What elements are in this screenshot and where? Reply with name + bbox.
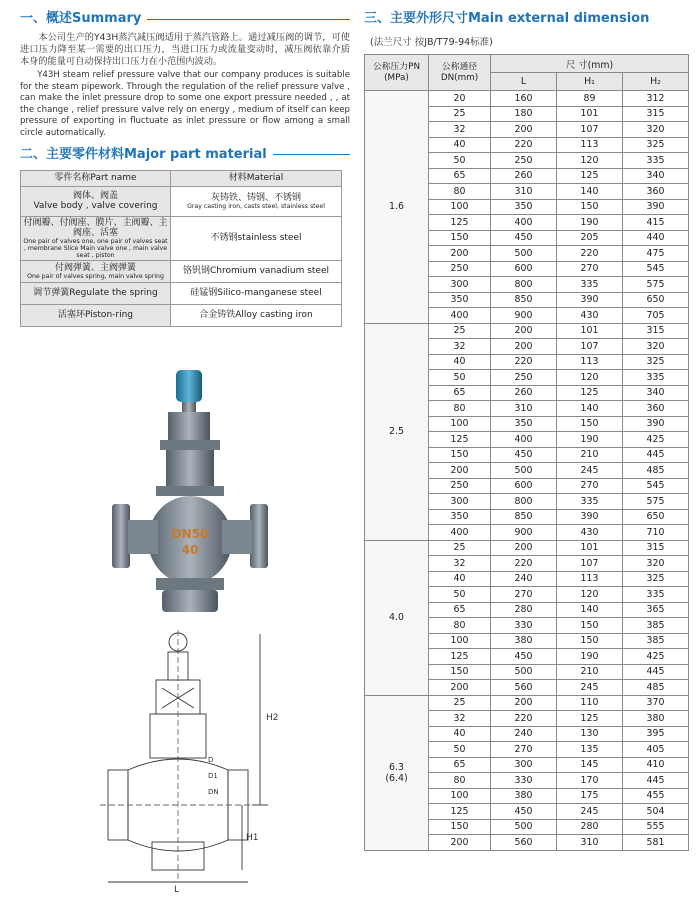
drawing-label-h1: H1 — [246, 833, 259, 843]
h2-cell: 575 — [623, 494, 689, 510]
material-cell: 硅锰钢Silico-manganese steel — [171, 282, 342, 304]
h1-cell: 310 — [557, 835, 623, 851]
l-cell: 600 — [491, 478, 557, 494]
h1-cell: 110 — [557, 695, 623, 711]
l-cell: 200 — [491, 122, 557, 138]
l-cell: 800 — [491, 277, 557, 293]
materials-header-material: 材料Material — [171, 170, 342, 186]
h2-cell: 504 — [623, 804, 689, 820]
dn-cell: 350 — [429, 509, 491, 525]
dn-cell: 125 — [429, 215, 491, 231]
l-cell: 900 — [491, 308, 557, 324]
l-cell: 350 — [491, 416, 557, 432]
l-cell: 200 — [491, 323, 557, 339]
h1-cell: 190 — [557, 215, 623, 231]
h2-cell: 445 — [623, 773, 689, 789]
dn-cell: 125 — [429, 804, 491, 820]
h1-cell: 113 — [557, 354, 623, 370]
h2-cell: 445 — [623, 664, 689, 680]
h1-cell: 89 — [557, 91, 623, 107]
pn-cell: 1.6 — [365, 91, 429, 324]
header-dn: 公称通径DN(mm) — [429, 55, 491, 91]
h2-cell: 475 — [623, 246, 689, 262]
dn-cell: 65 — [429, 757, 491, 773]
dn-cell: 350 — [429, 292, 491, 308]
part-name-en: Valve body , valve covering — [33, 201, 158, 212]
l-cell: 310 — [491, 184, 557, 200]
dn-cell: 100 — [429, 788, 491, 804]
l-cell: 850 — [491, 292, 557, 308]
h1-cell: 113 — [557, 137, 623, 153]
l-cell: 200 — [491, 339, 557, 355]
dimensions-subtitle: (法兰尺寸 按JB/T79-94标准) — [370, 37, 493, 48]
part-name-cell: 调节弹簧Regulate the spring — [21, 282, 171, 304]
h1-cell: 220 — [557, 246, 623, 262]
h1-cell: 107 — [557, 122, 623, 138]
l-cell: 250 — [491, 153, 557, 169]
h1-cell: 101 — [557, 540, 623, 556]
dn-cell: 50 — [429, 370, 491, 386]
h2-cell: 320 — [623, 339, 689, 355]
dn-cell: 40 — [429, 571, 491, 587]
dn-cell: 65 — [429, 385, 491, 401]
h2-cell: 545 — [623, 478, 689, 494]
material-cell: 不锈钢stainless steel — [171, 216, 342, 260]
h2-cell: 312 — [623, 91, 689, 107]
h2-cell: 380 — [623, 711, 689, 727]
l-cell: 350 — [491, 199, 557, 215]
dn-cell: 150 — [429, 230, 491, 246]
header-h1: H₁ — [557, 73, 623, 91]
l-cell: 330 — [491, 618, 557, 634]
dimensions-heading — [364, 8, 690, 30]
dimension-row — [365, 540, 689, 556]
header-h2: H₂ — [623, 73, 689, 91]
l-cell: 450 — [491, 649, 557, 665]
h2-cell: 325 — [623, 354, 689, 370]
h2-cell: 555 — [623, 819, 689, 835]
part-name-cn: 阀体、阀盖 — [72, 191, 118, 202]
h2-cell: 455 — [623, 788, 689, 804]
heading-rule — [273, 154, 350, 155]
part-name-cn: 付阀瓣、付阀座、膜片、主阀瓣、主阀座、活塞 — [23, 217, 168, 238]
h1-cell: 140 — [557, 184, 623, 200]
dn-cell: 65 — [429, 602, 491, 618]
dn-cell: 25 — [429, 695, 491, 711]
valve-drawing — [100, 630, 279, 895]
l-cell: 600 — [491, 261, 557, 277]
h1-cell: 107 — [557, 339, 623, 355]
dn-cell: 50 — [429, 587, 491, 603]
material-cell: 合金铸铁Alloy casting iron — [171, 304, 342, 326]
h2-cell: 335 — [623, 370, 689, 386]
h1-cell: 135 — [557, 742, 623, 758]
part-name-en: One pair of valves spring, main valve spring — [27, 272, 164, 280]
l-cell: 450 — [491, 804, 557, 820]
dn-cell: 100 — [429, 633, 491, 649]
dn-cell: 40 — [429, 354, 491, 370]
drawing-label-h2: H2 — [266, 713, 279, 723]
l-cell: 450 — [491, 447, 557, 463]
h1-cell: 140 — [557, 602, 623, 618]
material-cell: 铬钒钢Chromium vanadium steel — [171, 260, 342, 282]
h2-cell: 340 — [623, 385, 689, 401]
h2-cell: 325 — [623, 137, 689, 153]
heading-rule — [147, 19, 350, 20]
dn-cell: 32 — [429, 339, 491, 355]
part-name-cn: 付阀弹簧、主阀弹簧 — [54, 262, 136, 273]
h2-cell: 360 — [623, 184, 689, 200]
h2-cell: 315 — [623, 106, 689, 122]
materials-table — [20, 170, 342, 327]
h1-cell: 150 — [557, 416, 623, 432]
h1-cell: 120 — [557, 153, 623, 169]
h1-cell: 145 — [557, 757, 623, 773]
l-cell: 250 — [491, 370, 557, 386]
dn-cell: 32 — [429, 122, 491, 138]
l-cell: 500 — [491, 246, 557, 262]
dimensions-title: 三、主要外形尺寸Main external dimension — [364, 11, 650, 26]
dn-cell: 100 — [429, 416, 491, 432]
h1-cell: 430 — [557, 525, 623, 541]
l-cell: 260 — [491, 385, 557, 401]
left-column — [20, 8, 350, 327]
dn-cell: 150 — [429, 819, 491, 835]
h2-cell: 360 — [623, 401, 689, 417]
h1-cell: 130 — [557, 726, 623, 742]
h2-cell: 405 — [623, 742, 689, 758]
h1-cell: 270 — [557, 261, 623, 277]
part-name-cell — [21, 260, 171, 282]
l-cell: 220 — [491, 354, 557, 370]
right-column — [364, 8, 690, 851]
l-cell: 900 — [491, 525, 557, 541]
h2-cell: 581 — [623, 835, 689, 851]
materials-header-part: 零件名称Part name — [21, 170, 171, 186]
h1-cell: 113 — [557, 571, 623, 587]
materials-row — [21, 304, 342, 326]
header-l: L — [491, 73, 557, 91]
dn-cell: 80 — [429, 618, 491, 634]
h2-cell: 335 — [623, 587, 689, 603]
h1-cell: 190 — [557, 432, 623, 448]
dn-cell: 65 — [429, 168, 491, 184]
h2-cell: 425 — [623, 432, 689, 448]
h1-cell: 120 — [557, 370, 623, 386]
h1-cell: 335 — [557, 494, 623, 510]
summary-en-text: Y43H steam relief pressure valve that our company produces is suitable for the steam pipework. Through the regulation of the relief pressure valve , can make the inlet pressure drop to some one export pressure needed , , at the change , relief pressure valve rely on energy , medium of itself can keep pressure of exporting in fluctuate as inlet pressure or flow among a small circle automatically. — [20, 70, 350, 138]
l-cell: 160 — [491, 91, 557, 107]
h2-cell: 390 — [623, 199, 689, 215]
materials-title: 二、主要零件材料Major part material — [20, 146, 267, 162]
h1-cell: 101 — [557, 106, 623, 122]
h2-cell: 650 — [623, 292, 689, 308]
dn-cell: 40 — [429, 726, 491, 742]
l-cell: 850 — [491, 509, 557, 525]
dn-cell: 300 — [429, 277, 491, 293]
l-cell: 240 — [491, 571, 557, 587]
dn-cell: 80 — [429, 401, 491, 417]
h1-cell: 125 — [557, 168, 623, 184]
l-cell: 380 — [491, 633, 557, 649]
l-cell: 220 — [491, 556, 557, 572]
l-cell: 220 — [491, 137, 557, 153]
dn-cell: 32 — [429, 711, 491, 727]
l-cell: 400 — [491, 432, 557, 448]
dn-cell: 150 — [429, 664, 491, 680]
dimensions-table — [364, 54, 689, 851]
pn-cell: 4.0 — [365, 540, 429, 695]
h2-cell: 320 — [623, 556, 689, 572]
h2-cell: 485 — [623, 463, 689, 479]
dn-cell: 125 — [429, 649, 491, 665]
l-cell: 280 — [491, 602, 557, 618]
h1-cell: 280 — [557, 819, 623, 835]
h1-cell: 245 — [557, 463, 623, 479]
material-name-en: Gray casting iron, casts steel, stainless steel — [187, 202, 325, 210]
dn-cell: 50 — [429, 153, 491, 169]
h1-cell: 120 — [557, 587, 623, 603]
h2-cell: 390 — [623, 416, 689, 432]
drawing-label-l: L — [174, 885, 180, 895]
h2-cell: 385 — [623, 618, 689, 634]
h2-cell: 365 — [623, 602, 689, 618]
l-cell: 240 — [491, 726, 557, 742]
part-name-cell — [21, 216, 171, 260]
materials-heading — [20, 144, 350, 166]
h1-cell: 390 — [557, 292, 623, 308]
h2-cell: 415 — [623, 215, 689, 231]
h2-cell: 445 — [623, 447, 689, 463]
l-cell: 450 — [491, 230, 557, 246]
dn-cell: 250 — [429, 478, 491, 494]
h1-cell: 125 — [557, 711, 623, 727]
h1-cell: 101 — [557, 323, 623, 339]
l-cell: 310 — [491, 401, 557, 417]
l-cell: 200 — [491, 695, 557, 711]
h2-cell: 425 — [623, 649, 689, 665]
h1-cell: 170 — [557, 773, 623, 789]
h2-cell: 395 — [623, 726, 689, 742]
h1-cell: 205 — [557, 230, 623, 246]
dn-cell: 200 — [429, 835, 491, 851]
dn-cell: 200 — [429, 463, 491, 479]
dimension-row — [365, 91, 689, 107]
dn-cell: 25 — [429, 106, 491, 122]
dn-cell: 300 — [429, 494, 491, 510]
header-size: 尺 寸(mm) — [491, 55, 689, 73]
h2-cell: 335 — [623, 153, 689, 169]
h1-cell: 150 — [557, 199, 623, 215]
pn-cell: 2.5 — [365, 323, 429, 540]
h2-cell: 385 — [623, 633, 689, 649]
dn-cell: 150 — [429, 447, 491, 463]
valve-marking-dn: DN50 — [171, 527, 209, 541]
dn-cell: 400 — [429, 308, 491, 324]
h2-cell: 325 — [623, 571, 689, 587]
summary-title: 一、概述Summary — [20, 11, 142, 26]
h1-cell: 245 — [557, 680, 623, 696]
h2-cell: 485 — [623, 680, 689, 696]
l-cell: 270 — [491, 742, 557, 758]
dn-cell: 100 — [429, 199, 491, 215]
h1-cell: 175 — [557, 788, 623, 804]
part-name-en: One pair of valves one, one pair of valves seat , membrane Slice Main valve one , main valve seat , piston — [23, 237, 168, 259]
dimensions-header-row — [365, 55, 689, 73]
summary-heading — [20, 8, 350, 30]
h1-cell: 190 — [557, 649, 623, 665]
h1-cell: 430 — [557, 308, 623, 324]
h1-cell: 245 — [557, 804, 623, 820]
dn-cell: 250 — [429, 261, 491, 277]
l-cell: 500 — [491, 819, 557, 835]
drawing-label-d: D — [208, 756, 214, 764]
h1-cell: 335 — [557, 277, 623, 293]
l-cell: 560 — [491, 680, 557, 696]
h1-cell: 140 — [557, 401, 623, 417]
h1-cell: 210 — [557, 447, 623, 463]
materials-row — [21, 282, 342, 304]
l-cell: 270 — [491, 587, 557, 603]
l-cell: 400 — [491, 215, 557, 231]
dn-cell: 200 — [429, 680, 491, 696]
dn-cell: 40 — [429, 137, 491, 153]
h2-cell: 320 — [623, 122, 689, 138]
l-cell: 260 — [491, 168, 557, 184]
dn-cell: 32 — [429, 556, 491, 572]
h2-cell: 545 — [623, 261, 689, 277]
dn-cell: 80 — [429, 773, 491, 789]
dn-cell: 25 — [429, 323, 491, 339]
header-pn: 公称压力PN (MPa) — [365, 55, 429, 91]
dimension-row — [365, 323, 689, 339]
h2-cell: 315 — [623, 323, 689, 339]
materials-header-row — [21, 170, 342, 186]
h1-cell: 125 — [557, 385, 623, 401]
dn-cell: 200 — [429, 246, 491, 262]
part-name-cell: 活塞环Piston-ring — [21, 304, 171, 326]
valve-photo — [110, 368, 270, 618]
materials-row — [21, 260, 342, 282]
dn-cell: 125 — [429, 432, 491, 448]
dn-cell: 50 — [429, 742, 491, 758]
h2-cell: 705 — [623, 308, 689, 324]
h1-cell: 150 — [557, 618, 623, 634]
l-cell: 500 — [491, 664, 557, 680]
h1-cell: 150 — [557, 633, 623, 649]
h2-cell: 315 — [623, 540, 689, 556]
l-cell: 200 — [491, 540, 557, 556]
l-cell: 180 — [491, 106, 557, 122]
valve-marking-pn: 40 — [181, 543, 199, 557]
drawing-label-dn: DN — [208, 788, 219, 796]
h2-cell: 410 — [623, 757, 689, 773]
h2-cell: 340 — [623, 168, 689, 184]
dn-cell: 80 — [429, 184, 491, 200]
dn-cell: 20 — [429, 91, 491, 107]
h2-cell: 650 — [623, 509, 689, 525]
l-cell: 300 — [491, 757, 557, 773]
dn-cell: 400 — [429, 525, 491, 541]
dn-cell: 25 — [429, 540, 491, 556]
dimension-row — [365, 695, 689, 711]
material-cell — [171, 186, 342, 216]
h1-cell: 107 — [557, 556, 623, 572]
materials-row — [21, 216, 342, 260]
drawing-label-d1: D1 — [208, 772, 218, 780]
l-cell: 330 — [491, 773, 557, 789]
l-cell: 380 — [491, 788, 557, 804]
l-cell: 800 — [491, 494, 557, 510]
h2-cell: 575 — [623, 277, 689, 293]
h2-cell: 710 — [623, 525, 689, 541]
h1-cell: 390 — [557, 509, 623, 525]
part-name-cell — [21, 186, 171, 216]
materials-row — [21, 186, 342, 216]
h1-cell: 210 — [557, 664, 623, 680]
material-name: 灰铸铁、铸钢、不锈钢 — [210, 192, 301, 203]
l-cell: 560 — [491, 835, 557, 851]
h1-cell: 270 — [557, 478, 623, 494]
summary-cn-text: 本公司生产的Y43H蒸汽减压阀适用于蒸汽管路上。通过减压阀的调节，可使进口压力降至某一需要的出口压力，当进口压力或流量变动时，减压阀依靠介质本身的能量可自动保持出口压力在小范围内波动。 — [20, 32, 350, 67]
l-cell: 500 — [491, 463, 557, 479]
pn-cell: 6.3 (6.4) — [365, 695, 429, 850]
h2-cell: 370 — [623, 695, 689, 711]
h2-cell: 440 — [623, 230, 689, 246]
l-cell: 220 — [491, 711, 557, 727]
